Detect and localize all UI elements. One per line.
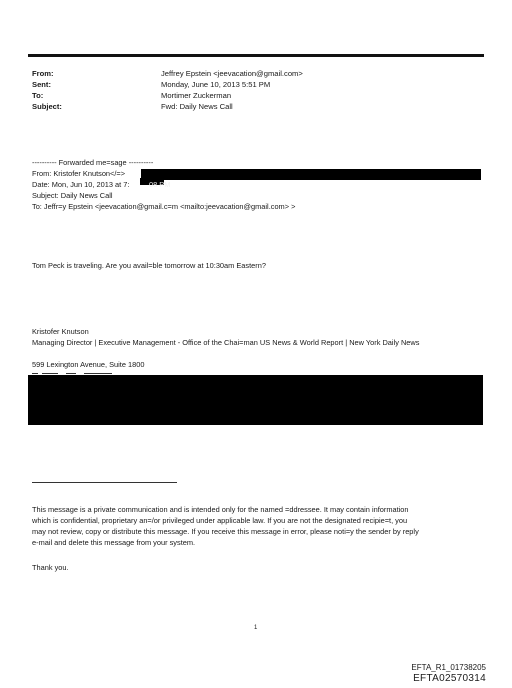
- separator-line: [32, 482, 177, 483]
- disclaimer-line: This message is a private communication and is intended only for the named =ddressee. It may contain information: [32, 505, 409, 514]
- forwarded-date-tail: 08 PM: [149, 180, 171, 189]
- redaction-block: [28, 375, 483, 425]
- forwarded-from: From: Kristofer Knutson</=>: [32, 169, 126, 178]
- forwarded-subject: Subject: Daily News Call: [32, 191, 113, 200]
- sent-label: Sent:: [32, 80, 51, 89]
- page-number: 1: [254, 625, 258, 631]
- forwarded-date: Date: Mon, Jun 10, 2013 at 7:: [32, 180, 130, 189]
- disclaimer-line: e-mail and delete this message from your system.: [32, 538, 196, 547]
- subject-value: Fwd: Daily News Call: [161, 102, 233, 111]
- signature-name: Kristofer Knutson: [32, 327, 89, 336]
- to-label: To:: [32, 91, 44, 100]
- to-value: Mortimer Zuckerman: [161, 91, 232, 100]
- forwarded-to: To: Jeffr=y Epstein <jeevacation@gmail.c=m <mailto:jeevacation@gmail.com> >: [32, 202, 296, 211]
- sent-value: Monday, June 10, 2013 5:51 PM: [161, 80, 271, 89]
- from-value: Jeffrey Epstein <jeevacation@gmail.com>: [161, 69, 303, 78]
- subject-label: Subject:: [32, 102, 62, 111]
- signature-address: 599 Lexington Avenue, Suite 1800: [32, 360, 145, 369]
- message-text: Tom Peck is traveling. Are you avail=ble tomorrow at 10:30am Eastern?: [32, 261, 266, 270]
- from-label: From:: [32, 69, 54, 78]
- disclaimer-line: which is confidential, proprietary an=/or privileged under applicable law. If you are not the designated recipie=t, you: [32, 516, 408, 525]
- efta-id-secondary: EFTA02570314: [413, 673, 486, 684]
- signature-title: Managing Director | Executive Management - Office of the Chai=man US News & World Report | New York Daily News: [32, 338, 420, 347]
- clipped-address-line: [32, 371, 122, 374]
- forwarded-divider: ---------- Forwarded me=sage ----------: [32, 158, 154, 167]
- header-rule: [28, 54, 484, 57]
- redaction-bar: [141, 169, 481, 180]
- thank-you: Thank you.: [32, 563, 69, 572]
- disclaimer-line: may not review, copy or distribute this message. If you receive this message in error, please noti=y the sender by reply: [32, 527, 419, 536]
- efta-id-primary: EFTA_R1_01738205: [411, 663, 486, 672]
